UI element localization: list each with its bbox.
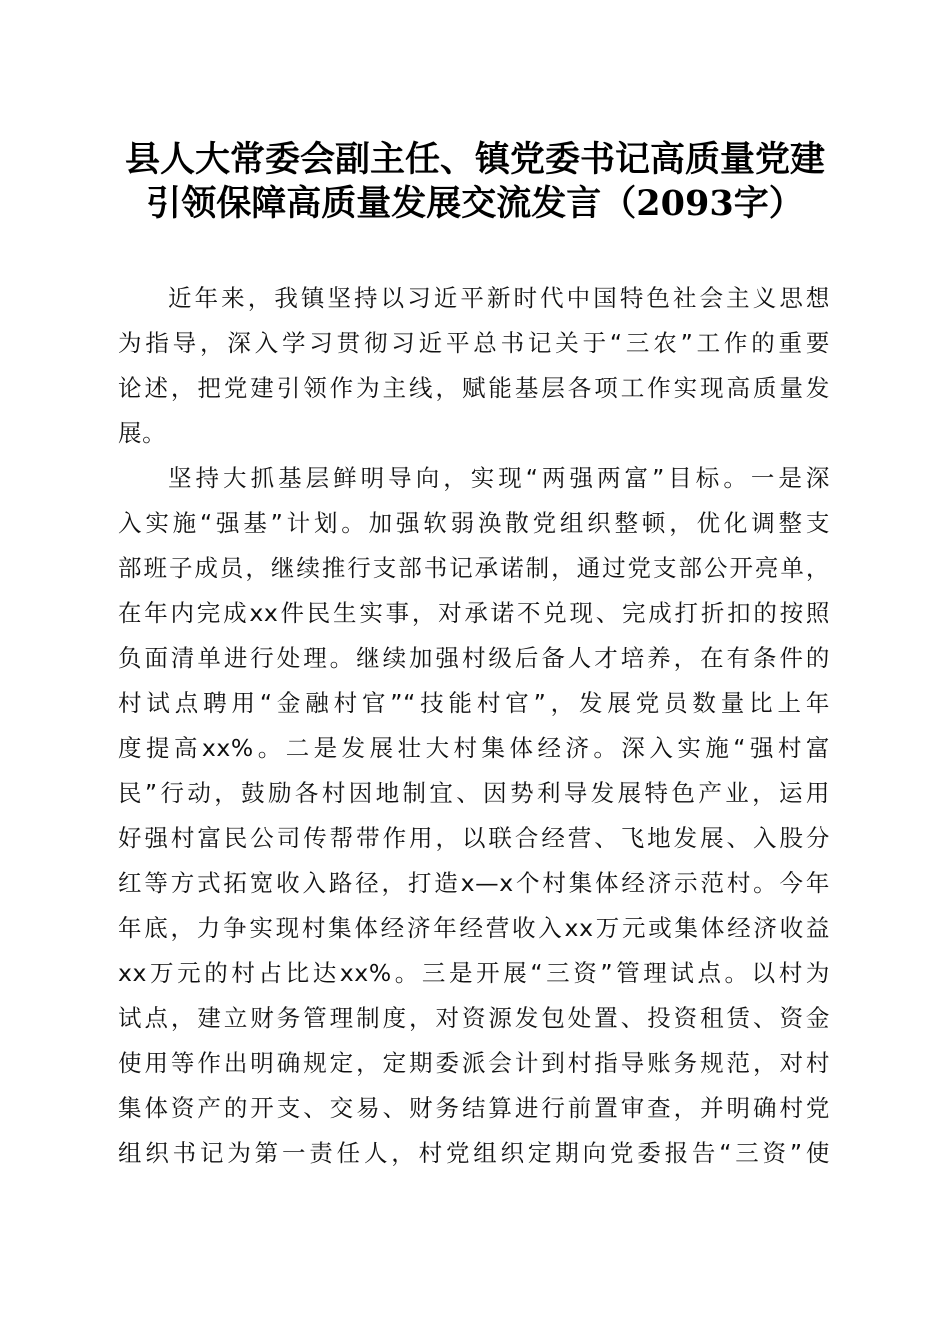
text-line: 坚持大抓基层鲜明导向，实现“两强两富”目标。一是深 [168, 464, 830, 492]
text-line: 论述，把党建引领作为主线，赋能基层各项工作实现高质量发 [118, 374, 830, 402]
text-line: 红等方式拓宽收入路径，打造x—x个村集体经济示范村。今年 [118, 869, 830, 897]
paragraph-intro [118, 276, 830, 456]
text-line: 使用等作出明确规定，定期委派会计到村指导账务规范，对村 [118, 1049, 830, 1077]
title-line-2: 引领保障高质量发展交流发言（2093字） [146, 183, 804, 224]
text-line: 为指导，深入学习贯彻习近平总书记关于“三农”工作的重要 [118, 329, 830, 357]
title-line-1: 县人大常委会副主任、镇党委书记高质量党建 [124, 139, 825, 180]
text-line: 试点，建立财务管理制度，对资源发包处置、投资租赁、资金 [118, 1004, 830, 1032]
text-line: 部班子成员，继续推行支部书记承诺制，通过党支部公开亮单， [118, 554, 830, 582]
text-line: 民”行动，鼓励各村因地制宜、因势利导发展特色产业，运用 [118, 779, 830, 807]
document-body [118, 276, 830, 1176]
text-line: 组织书记为第一责任人，村党组织定期向党委报告“三资”使 [118, 1139, 830, 1167]
text-line: 近年来，我镇坚持以习近平新时代中国特色社会主义思想 [168, 284, 830, 312]
text-line: xx万元的村占比达xx%。三是开展“三资”管理试点。以村为 [118, 959, 830, 987]
text-line: 好强村富民公司传帮带作用，以联合经营、飞地发展、入股分 [118, 824, 830, 852]
text-line: 集体资产的开支、交易、财务结算进行前置审查，并明确村党 [118, 1094, 830, 1122]
text-line: 度提高xx%。二是发展壮大村集体经济。深入实施“强村富 [118, 734, 830, 762]
document-title [110, 138, 840, 226]
text-line: 年底，力争实现村集体经济年经营收入xx万元或集体经济收益 [118, 914, 830, 942]
text-line: 展。 [118, 419, 167, 447]
text-line: 在年内完成xx件民生实事，对承诺不兑现、完成打折扣的按照 [118, 599, 830, 627]
text-line: 入实施“强基”计划。加强软弱涣散党组织整顿，优化调整支 [118, 509, 830, 537]
text-line: 村试点聘用“金融村官”“技能村官”，发展党员数量比上年 [118, 689, 830, 717]
paragraph-grassroots [118, 456, 830, 1176]
text-line: 负面清单进行处理。继续加强村级后备人才培养，在有条件的 [118, 644, 830, 672]
